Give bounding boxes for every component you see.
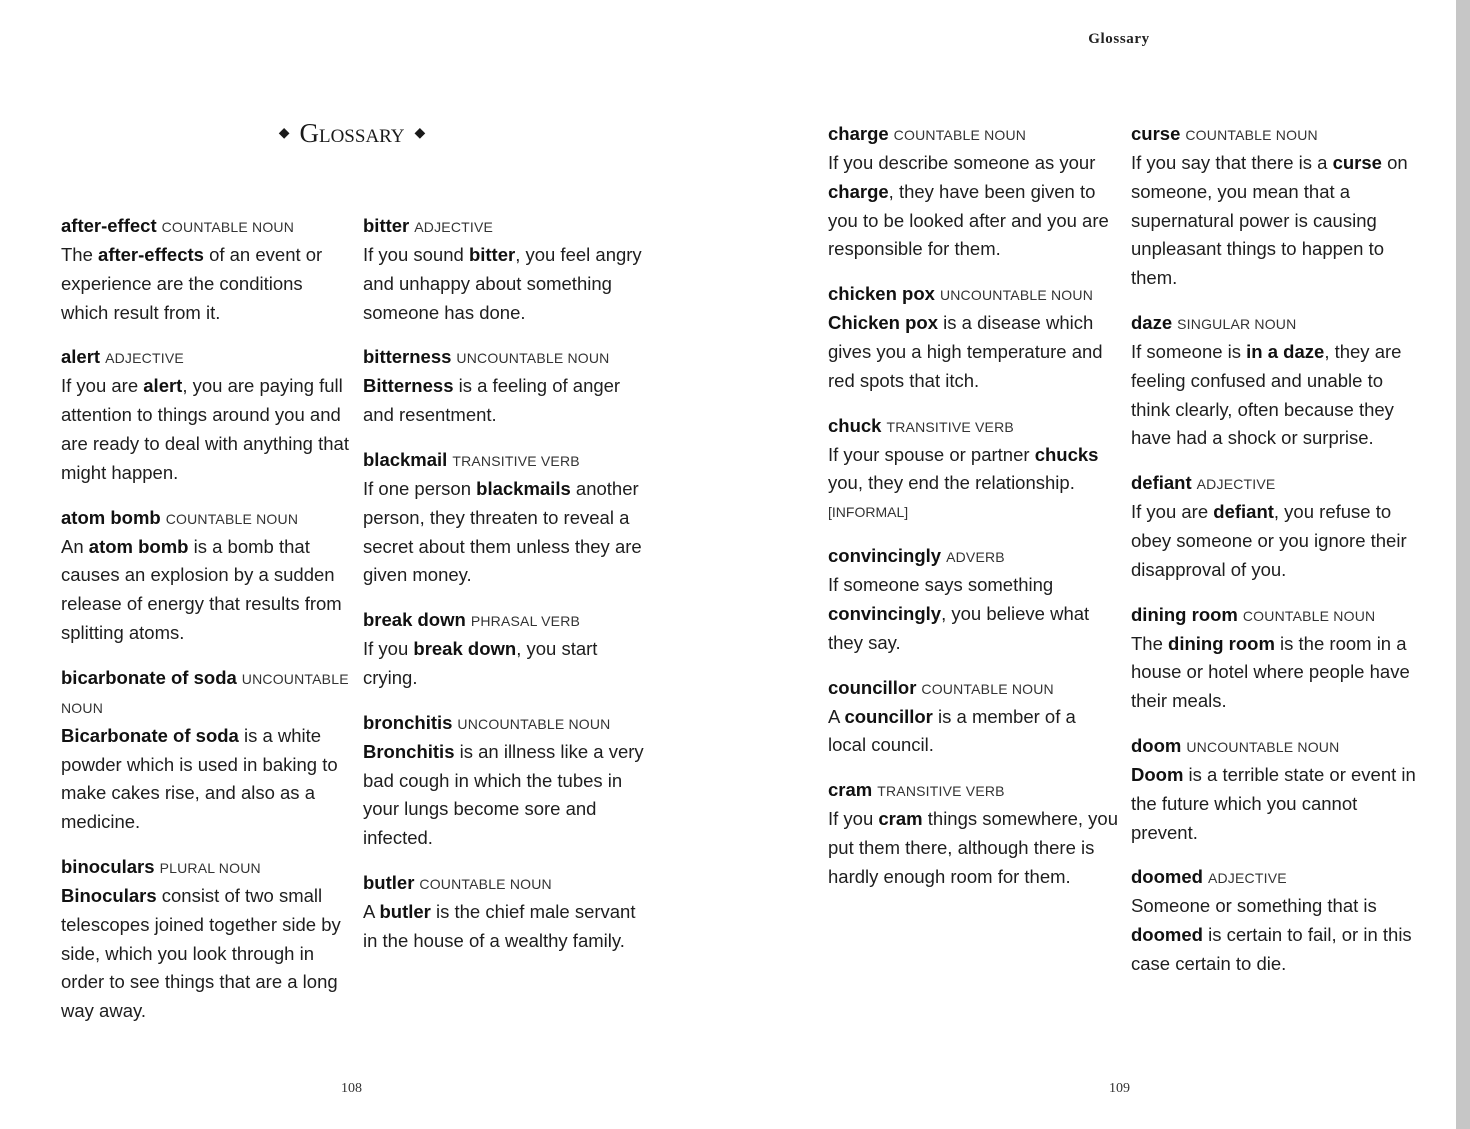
glossary-entry xyxy=(61,664,351,837)
definition-text: If someone is xyxy=(1131,340,1247,362)
definition-text: If you are xyxy=(1131,501,1214,523)
part-of-speech: UNCOUNTABLE NOUN xyxy=(939,287,1094,304)
definition-text: If someone says something xyxy=(828,574,1054,596)
definition-text: , you refuse to obey someone or you ignore their disapproval of you. xyxy=(1131,501,1407,580)
definition-text: is a member of a local council. xyxy=(828,705,1076,756)
glossary-entry xyxy=(828,674,1118,761)
entry-head xyxy=(1131,732,1421,761)
glossary-entry xyxy=(828,776,1118,891)
definition xyxy=(1131,498,1421,584)
definition-term: atom bomb xyxy=(88,535,189,557)
glossary-entry xyxy=(828,120,1118,264)
part-of-speech: UNCOUNTABLE NOUN xyxy=(456,350,610,367)
definition-text: of an event or experience are the conditions which result from it. xyxy=(61,244,323,323)
headword: bitter xyxy=(363,215,410,236)
definition-term: chucks xyxy=(1034,443,1099,465)
entry-head xyxy=(61,343,351,372)
definition-text: If you say that there is a xyxy=(1131,152,1333,173)
headword: councillor xyxy=(828,676,917,698)
part-of-speech: TRANSITIVE VERB xyxy=(877,783,1005,800)
headword: binoculars xyxy=(61,855,155,877)
glossary-entry xyxy=(363,446,653,590)
definition xyxy=(363,241,653,327)
definition-text: is a disease which gives you a high temperature and red spots that itch. xyxy=(828,312,1103,391)
glossary-entry xyxy=(1131,309,1421,453)
definition-text: , you believe what they say. xyxy=(828,602,1090,653)
definition-text: on someone, you mean that a supernatural power is causing unpleasant things to happen to them. xyxy=(1131,152,1408,289)
entry-head xyxy=(61,504,351,533)
definition-term: Bitterness xyxy=(363,375,454,397)
usage-note: [INFORMAL] xyxy=(828,504,909,521)
part-of-speech: ADJECTIVE xyxy=(1196,476,1276,493)
definition-term: bitter xyxy=(468,244,516,265)
headword: curse xyxy=(1131,123,1181,144)
definition-term: convincingly xyxy=(828,602,942,624)
definition-text: If one person xyxy=(363,477,477,499)
part-of-speech: TRANSITIVE VERB xyxy=(452,452,580,469)
headword: charge xyxy=(828,123,889,144)
headword: break down xyxy=(363,609,466,631)
entry-head xyxy=(363,343,653,372)
definition-text: you, they end the relationship. xyxy=(828,472,1075,494)
definition-term: cram xyxy=(878,808,923,830)
definition-text: , you start crying. xyxy=(363,638,598,688)
headword: chuck xyxy=(828,414,882,436)
glossary-column-3 xyxy=(828,120,1118,908)
definition-text: , they have been given to you to be looked after and you are responsible for them. xyxy=(828,180,1109,260)
definition-text: If your spouse or partner xyxy=(828,443,1035,465)
diamond-ornament-icon: ◆ xyxy=(414,126,426,141)
entry-head xyxy=(1131,469,1421,498)
part-of-speech: COUNTABLE NOUN xyxy=(161,219,295,235)
definition-text: If you describe someone as your xyxy=(828,152,1096,173)
definition-text: is certain to fail, or in this case certain to die. xyxy=(1131,924,1412,974)
glossary-entry xyxy=(61,212,351,327)
definition-text: Someone or something that is xyxy=(1131,895,1377,917)
headword: butler xyxy=(363,871,415,893)
definition-text: consist of two small telescopes joined together side by side, which you look through in order to see things that are a long way away. xyxy=(61,884,341,1022)
headword: bitterness xyxy=(363,346,452,368)
entry-head xyxy=(363,212,653,241)
glossary-column-4 xyxy=(1131,120,1421,995)
definition xyxy=(828,805,1118,891)
glossary-column-2 xyxy=(363,212,653,972)
definition-text: , you are paying full attention to things around you and are ready to deal with anything that might happen. xyxy=(61,375,349,483)
definition-text: , they are feeling confused and unable to think clearly, often because they have had a shock or surprise. xyxy=(1131,340,1402,449)
scrollbar[interactable] xyxy=(1456,0,1470,1129)
headword: alert xyxy=(61,346,101,368)
definition-text: An xyxy=(61,535,89,557)
part-of-speech: PLURAL NOUN xyxy=(159,859,261,876)
definition-text: is the room in a house or hotel where people have their meals. xyxy=(1131,632,1410,712)
definition-term: curse xyxy=(1332,152,1382,173)
headword: after-effect xyxy=(61,215,157,236)
definition xyxy=(1131,149,1421,293)
part-of-speech: COUNTABLE NOUN xyxy=(1185,127,1318,143)
glossary-entry xyxy=(828,542,1118,657)
part-of-speech: ADVERB xyxy=(946,549,1005,566)
definition-term: blackmails xyxy=(476,477,571,499)
part-of-speech: SINGULAR NOUN xyxy=(1177,315,1297,332)
definition-term: Chicken pox xyxy=(828,312,938,334)
part-of-speech: PHRASAL VERB xyxy=(470,613,581,630)
definition-text: another person, they threaten to reveal a secret about them unless they are given money. xyxy=(363,477,642,586)
glossary-entry xyxy=(1131,601,1421,716)
definition-text: If you sound xyxy=(363,244,469,265)
entry-head xyxy=(828,280,1118,309)
definition-text: The xyxy=(1131,632,1169,654)
part-of-speech: UNCOUNTABLE NOUN xyxy=(61,670,349,716)
definition xyxy=(1131,892,1421,978)
page-title-text: Glossary xyxy=(299,118,405,148)
headword: blackmail xyxy=(363,448,448,470)
glossary-entry xyxy=(828,280,1118,395)
part-of-speech: COUNTABLE NOUN xyxy=(165,510,299,527)
glossary-entry xyxy=(1131,732,1421,847)
headword: dining room xyxy=(1131,603,1238,625)
definition-term: dining room xyxy=(1168,632,1275,654)
entry-head xyxy=(828,120,1118,149)
definition-term: Binoculars xyxy=(61,884,157,906)
part-of-speech: TRANSITIVE VERB xyxy=(886,418,1014,435)
definition xyxy=(828,309,1118,395)
definition-text: , you feel angry and unhappy about something someone has done. xyxy=(363,244,642,323)
definition xyxy=(61,372,351,487)
definition-term: councillor xyxy=(844,705,933,727)
definition-term: Bronchitis xyxy=(363,740,455,762)
definition-text: is a white powder which is used in baking to make cakes rise, and also as a medicine. xyxy=(61,724,338,833)
glossary-entry xyxy=(828,412,1118,527)
headword: doomed xyxy=(1131,866,1203,888)
definition-term: in a daze xyxy=(1246,340,1325,362)
entry-head xyxy=(363,446,653,475)
part-of-speech: COUNTABLE NOUN xyxy=(921,680,1054,697)
definition-term: Doom xyxy=(1131,763,1184,785)
definition xyxy=(363,898,653,956)
definition-term: Bicarbonate of soda xyxy=(61,724,239,746)
entry-head xyxy=(828,542,1118,571)
definition-term: doomed xyxy=(1131,924,1203,946)
definition-term: alert xyxy=(143,375,183,397)
page-number-left: 108 xyxy=(341,1081,362,1096)
glossary-entry xyxy=(1131,469,1421,584)
glossary-entry xyxy=(363,212,653,327)
definition-term: break down xyxy=(413,638,517,660)
definition-text: A xyxy=(828,705,845,727)
headword: convincingly xyxy=(828,545,942,567)
headword: bicarbonate of soda xyxy=(61,666,237,688)
entry-head xyxy=(828,674,1118,703)
glossary-entry xyxy=(363,343,653,430)
part-of-speech: COUNTABLE NOUN xyxy=(419,875,552,892)
glossary-entry xyxy=(1131,120,1421,293)
definition-term: butler xyxy=(379,900,431,922)
headword: chicken pox xyxy=(828,283,935,305)
page-number-right: 109 xyxy=(1109,1081,1130,1096)
definition xyxy=(363,635,653,693)
glossary-column-1 xyxy=(61,212,351,1042)
part-of-speech: ADJECTIVE xyxy=(105,350,184,367)
headword: bronchitis xyxy=(363,711,453,733)
entry-head xyxy=(1131,120,1421,149)
entry-head xyxy=(828,412,1118,441)
headword: atom bomb xyxy=(61,506,161,528)
definition xyxy=(828,571,1118,657)
part-of-speech: UNCOUNTABLE NOUN xyxy=(1186,738,1340,755)
part-of-speech: COUNTABLE NOUN xyxy=(893,127,1027,143)
definition xyxy=(1131,338,1421,453)
definition xyxy=(363,372,653,430)
part-of-speech: UNCOUNTABLE NOUN xyxy=(457,715,611,732)
entry-head xyxy=(363,709,653,738)
definition-term: defiant xyxy=(1213,501,1274,523)
definition xyxy=(61,722,351,837)
definition-text: is a terrible state or event in the future which you cannot prevent. xyxy=(1131,763,1416,843)
definition xyxy=(828,441,1118,499)
definition-text: The xyxy=(61,244,99,265)
headword: cram xyxy=(828,779,873,801)
glossary-entry xyxy=(61,343,351,487)
part-of-speech: ADJECTIVE xyxy=(1207,870,1287,887)
entry-head xyxy=(61,664,351,722)
definition xyxy=(828,703,1118,761)
entry-head xyxy=(363,869,653,898)
entry-head xyxy=(61,212,351,241)
definition xyxy=(1131,630,1421,716)
definition-text: is a bomb that causes an explosion by a sudden release of energy that results from splitting atoms. xyxy=(61,535,342,643)
glossary-entry xyxy=(363,709,653,853)
glossary-entry xyxy=(1131,863,1421,978)
definition-text: is a feeling of anger and resentment. xyxy=(363,375,621,426)
definition xyxy=(363,475,653,590)
definition-text: If you are xyxy=(61,375,144,397)
headword: doom xyxy=(1131,734,1182,756)
definition-text: If you xyxy=(828,808,879,830)
diamond-ornament-icon: ◆ xyxy=(278,126,290,141)
headword: daze xyxy=(1131,311,1173,333)
entry-head xyxy=(1131,309,1421,338)
definition xyxy=(363,738,653,853)
definition xyxy=(61,241,351,327)
definition xyxy=(61,882,351,1026)
entry-head xyxy=(828,776,1118,805)
glossary-entry xyxy=(61,853,351,1026)
running-head: Glossary xyxy=(1088,31,1150,47)
glossary-entry xyxy=(363,869,653,956)
part-of-speech: COUNTABLE NOUN xyxy=(1242,607,1376,624)
definition-term: after-effects xyxy=(98,244,204,265)
definition xyxy=(1131,761,1421,847)
entry-head xyxy=(1131,863,1421,892)
entry-head xyxy=(363,606,653,635)
definition-text: If you xyxy=(363,638,414,660)
definition-text: is an illness like a very bad cough in which the tubes in your lungs become sore and infected. xyxy=(363,740,644,849)
definition xyxy=(828,149,1118,264)
glossary-entry xyxy=(61,504,351,648)
definition-text: is the chief male servant in the house of a wealthy family. xyxy=(363,900,636,951)
entry-head xyxy=(61,853,351,882)
definition xyxy=(61,533,351,648)
definition-term: charge xyxy=(828,180,889,202)
part-of-speech: ADJECTIVE xyxy=(414,219,494,235)
entry-head xyxy=(1131,601,1421,630)
page-title xyxy=(262,118,442,149)
headword: defiant xyxy=(1131,472,1192,494)
glossary-entry xyxy=(363,606,653,693)
definition-text: things somewhere, you put them there, although there is hardly enough room for them. xyxy=(828,808,1119,887)
definition-text: A xyxy=(363,900,380,922)
